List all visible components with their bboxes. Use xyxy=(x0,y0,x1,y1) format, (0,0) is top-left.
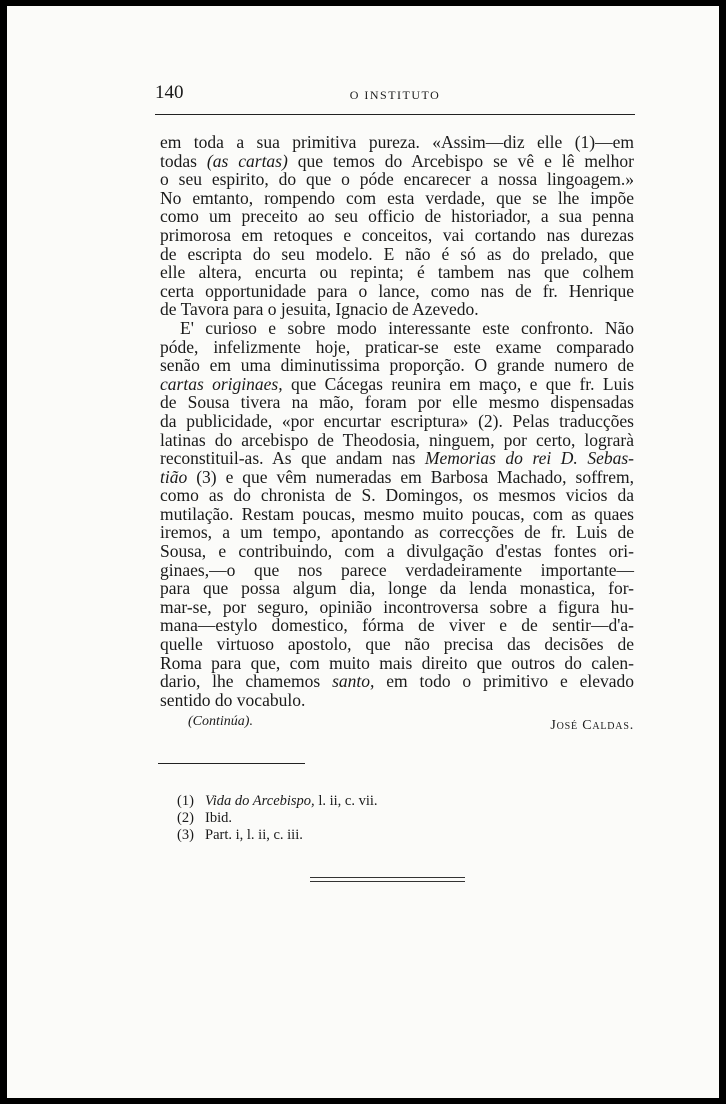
body-text xyxy=(160,133,634,709)
footnote-text: l. ii, c. vii. xyxy=(314,793,378,809)
author-name: José Caldas. xyxy=(550,718,634,733)
text-span: mar-se, por seguro, opinião incontroversa sobre a figura hu- xyxy=(160,596,634,617)
text-span: reconstituil-as. As que andam nas xyxy=(160,448,425,469)
text-line xyxy=(160,282,634,301)
text-span: de Tavora para o jesuita, Ignacio de Azevedo. xyxy=(160,299,479,320)
text-line xyxy=(160,505,634,524)
text-span: Roma para que, com muito mais direito que outros do calen- xyxy=(160,652,634,673)
text-line xyxy=(160,152,634,171)
text-span: como um preceito ao seu officio de historiador, a sua penna xyxy=(160,206,634,227)
text-span: primorosa em retoques e conceitos, vai cortando nas durezas xyxy=(160,224,634,245)
italic-text: Memorias do rei D. Sebas- xyxy=(424,448,634,469)
text-line xyxy=(160,635,634,654)
text-line xyxy=(160,300,634,319)
text-line xyxy=(160,672,634,691)
text-span: dario, lhe chamemos xyxy=(160,671,333,692)
text-line xyxy=(160,207,634,226)
header-rule xyxy=(155,114,635,115)
page xyxy=(7,6,719,1098)
text-line xyxy=(160,486,634,505)
footnote-italic-text: Vida do Arcebispo, xyxy=(205,793,315,809)
footnote-number: (1) xyxy=(177,793,194,809)
italic-text: santo, xyxy=(332,671,375,692)
text-span: em todo o primitivo e elevado xyxy=(374,671,634,692)
text-span: elle altera, encurta ou repinta; é tambem nas que colhem xyxy=(160,262,634,283)
text-span: todas xyxy=(160,150,207,171)
text-span: latinas do arcebispo de Theodosia, ninguem, por certo, lograrà xyxy=(160,429,634,450)
footnote xyxy=(177,827,477,844)
text-line xyxy=(160,691,634,710)
end-rule-top xyxy=(310,877,465,878)
text-line xyxy=(160,319,634,338)
text-span: (3) e que vêm numeradas em Barbosa Machado, soffrem, xyxy=(187,466,634,487)
text-span: em toda a sua primitiva pureza. «Assim—diz elle (1)—em xyxy=(160,132,634,152)
text-line xyxy=(160,449,634,468)
text-span: mana—estylo domestico, fórma de viver e de sentir—d'a- xyxy=(160,615,634,636)
page-header xyxy=(155,82,635,106)
text-span: No emtanto, rompendo com esta verdade, que se lhe impõe xyxy=(160,187,634,208)
text-span: que Cácegas reunira em maço, e que fr. Luis xyxy=(282,373,634,394)
text-line xyxy=(160,133,634,152)
text-span: mutilação. Restam poucas, mesmo muito poucas, com as quaes xyxy=(160,503,634,524)
footnote xyxy=(177,793,477,810)
text-span: E' curioso e sobre modo interessante este confronto. Não xyxy=(180,317,634,338)
italic-text: tião xyxy=(160,466,188,487)
text-line xyxy=(160,654,634,673)
text-line xyxy=(160,542,634,561)
continued-note: (Continúa). xyxy=(188,714,253,729)
running-title: O INSTITUTO xyxy=(349,88,441,102)
text-span: da publicidade, «por encurtar escriptura» (2). Pelas traducções xyxy=(160,410,634,431)
text-span: iremos, a um tempo, apontando as correcções de fr. Luis de xyxy=(160,522,634,543)
text-line xyxy=(160,393,634,412)
page-number: 140 xyxy=(155,82,184,103)
text-span: Sousa, e contribuindo, com a divulgação d'estas fontes ori- xyxy=(160,541,634,562)
text-line xyxy=(160,189,634,208)
text-line xyxy=(160,226,634,245)
text-line xyxy=(160,598,634,617)
text-span: certa opportunidade para o lance, como nas de fr. Henrique xyxy=(160,280,634,301)
text-line xyxy=(160,338,634,357)
text-line xyxy=(160,245,634,264)
text-span: de Sousa tivera na mão, foram por elle mesmo dispensadas xyxy=(160,392,634,413)
italic-text: (as cartas) xyxy=(206,150,288,171)
italic-text: cartas originaes, xyxy=(160,373,283,394)
text-line xyxy=(160,263,634,282)
end-rule-bottom xyxy=(310,881,465,882)
text-line xyxy=(160,356,634,375)
text-span: póde, infelizmente hoje, praticar-se este exame comparado xyxy=(160,336,634,357)
text-line xyxy=(160,431,634,450)
signoff xyxy=(160,714,634,734)
text-span: que temos do Arcebispo se vê e lê melhor xyxy=(287,150,634,171)
text-span: o seu espirito, do que o póde encarecer a nossa lingoagem.» xyxy=(160,169,634,190)
footnote-number: (2) xyxy=(177,810,194,826)
text-line xyxy=(160,468,634,487)
footnote-rule xyxy=(158,763,305,764)
footnotes xyxy=(177,793,477,844)
text-line xyxy=(160,375,634,394)
text-span: como as do chronista de S. Domingos, os mesmos vicios da xyxy=(160,485,634,506)
text-line xyxy=(160,170,634,189)
text-line xyxy=(160,561,634,580)
text-line xyxy=(160,579,634,598)
text-line xyxy=(160,523,634,542)
text-span: sentido do vocabulo. xyxy=(160,689,306,710)
footnote-text: Ibid. xyxy=(205,810,232,826)
text-span: ginaes,—o que nos parece verdadeiramente importante— xyxy=(160,559,634,580)
footnote-text: Part. i, l. ii, c. iii. xyxy=(205,827,303,843)
text-span: senão em uma diminutissima proporção. O grande numero de xyxy=(160,355,634,376)
text-span: para que possa algum dia, longe da lenda monastica, for- xyxy=(160,578,634,599)
footnote-number: (3) xyxy=(177,827,194,843)
text-span: quelle virtuoso apostolo, que não precisa das decisões de xyxy=(160,634,634,655)
text-line xyxy=(160,616,634,635)
text-line xyxy=(160,412,634,431)
text-span: de escripta do seu modelo. E não é só as do prelado, que xyxy=(160,243,634,264)
footnote xyxy=(177,810,477,827)
